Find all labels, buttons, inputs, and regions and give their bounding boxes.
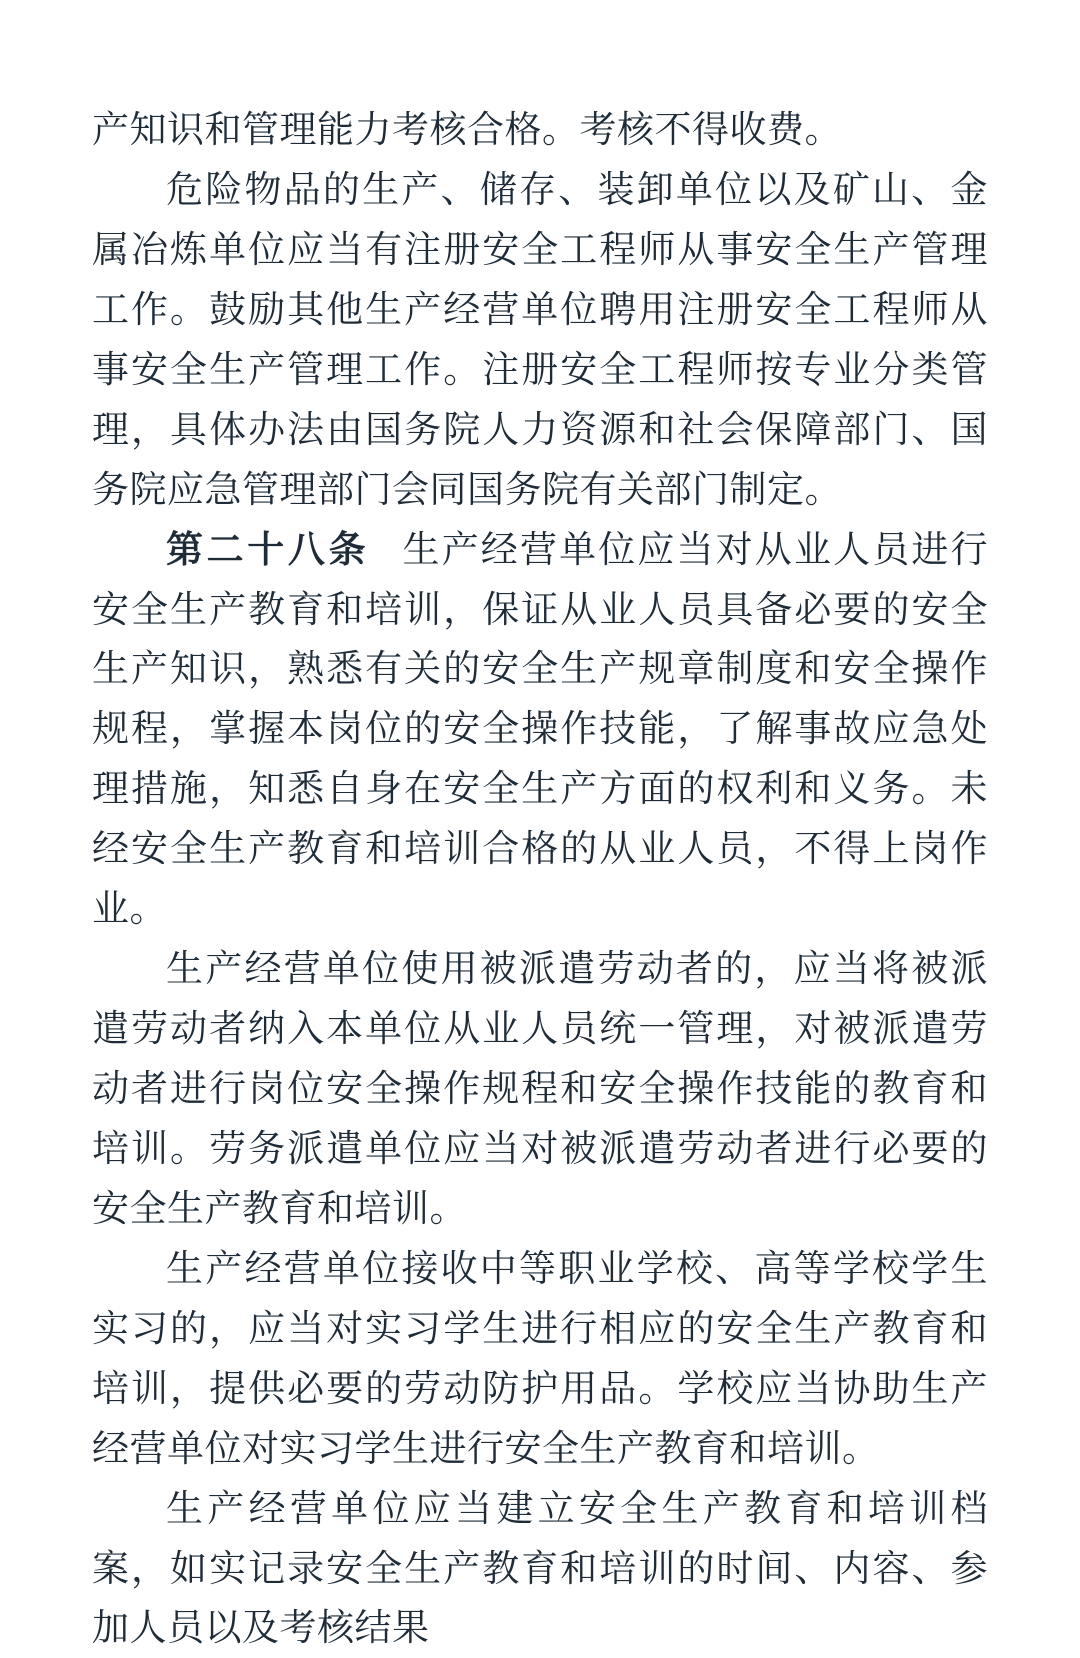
paragraph-text: 生产经营单位应当建立安全生产教育和培训档案，如实记录安全生产教育和培训的时间、内容、参加人员以及考核结果 <box>92 1486 988 1650</box>
paragraph-text: 生产经营单位应当对从业人员进行安全生产教育和培训，保证从业人员具备必要的安全生产知识，熟悉有关的安全生产规章制度和安全操作规程，掌握本岗位的安全操作技能，了解事故应急处理措施，知悉自身在安全生产方面的权利和义务。未经安全生产教育和培训合格的从业人员，不得上岗作业。 <box>92 527 989 931</box>
paragraph-text: 生产经营单位接收中等职业学校、高等学校学生实习的，应当对实习学生进行相应的安全生产教育和培训，提供必要的劳动防护用品。学校应当协助生产经营单位对实习学生进行安全生产教育和培训。 <box>92 1246 988 1470</box>
paragraph-training-records <box>92 1479 988 1658</box>
paragraph-text: 生产经营单位使用被派遣劳动者的，应当将被派遣劳动者纳入本单位从业人员统一管理，对被派遣劳动者进行岗位安全操作规程和安全操作技能的教育和培训。劳务派遣单位应当对被派遣劳动者进行必要的安全生产教育和培训。 <box>92 947 988 1230</box>
paragraph-article-28 <box>92 520 988 940</box>
article-number-heading: 第二十八条 <box>166 526 370 571</box>
paragraph-registered-safety-engineer <box>92 160 988 520</box>
document-body <box>92 100 988 1658</box>
paragraph-dispatched-workers <box>92 939 988 1239</box>
paragraph-continued <box>92 100 988 160</box>
paragraph-students-internship <box>92 1239 988 1479</box>
paragraph-text: 危险物品的生产、储存、装卸单位以及矿山、金属冶炼单位应当有注册安全工程师从事安全生产管理工作。鼓励其他生产经营单位聘用注册安全工程师从事安全生产管理工作。注册安全工程师按专业分类管理，具体办法由国务院人力资源和社会保障部门、国务院应急管理部门会同国务院有关部门制定。 <box>92 167 988 511</box>
paragraph-text: 产知识和管理能力考核合格。考核不得收费。 <box>92 108 842 151</box>
